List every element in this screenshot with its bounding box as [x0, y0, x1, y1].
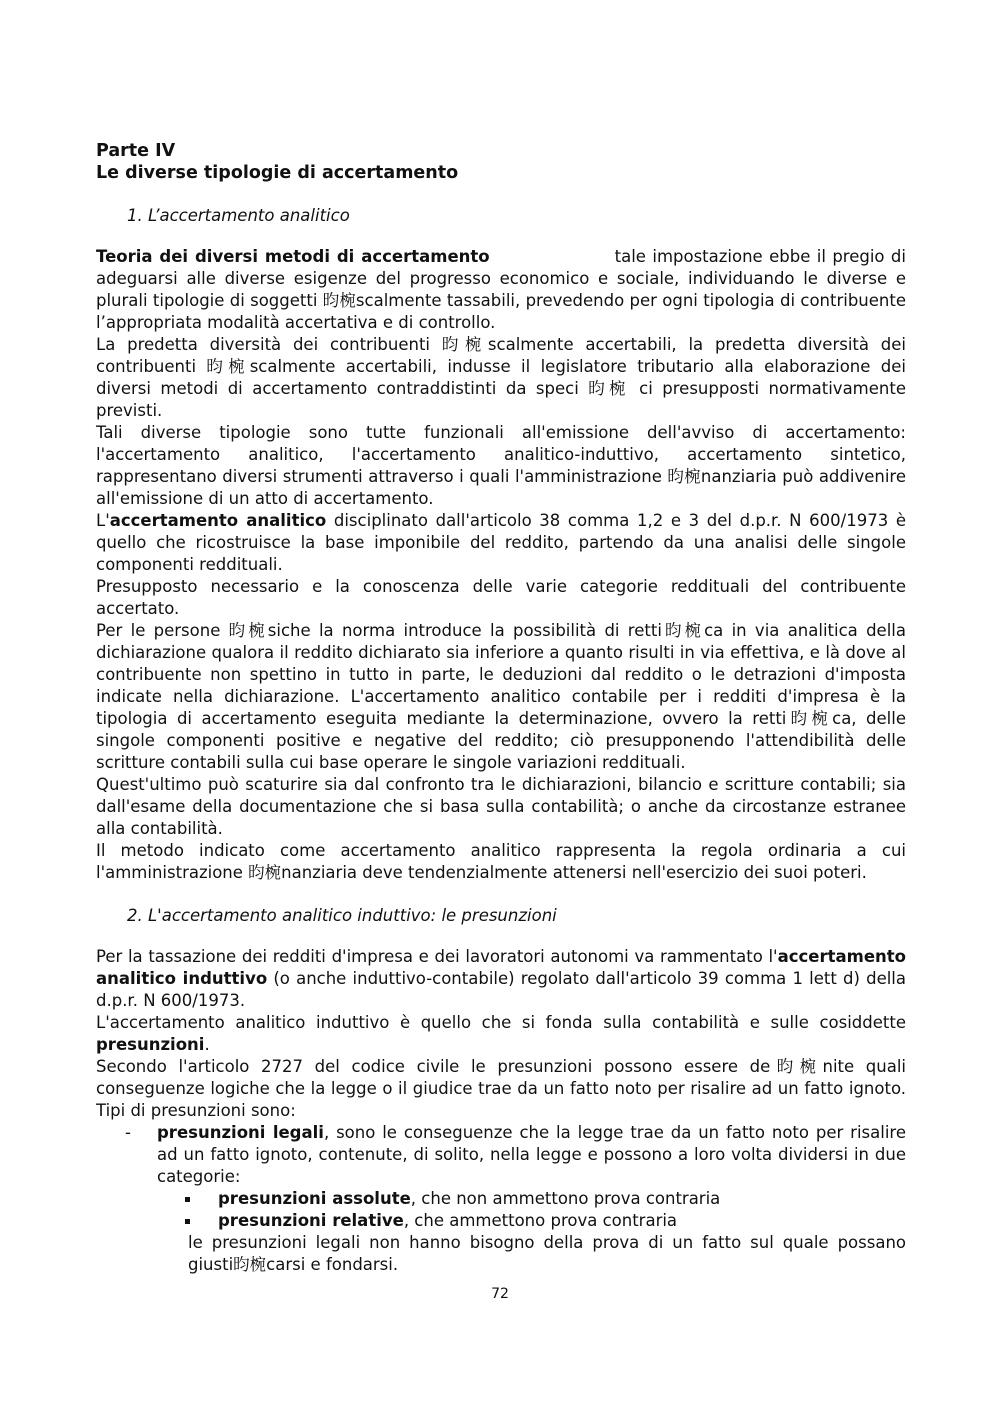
part-title: Le diverse tipologie di accertamento	[96, 163, 459, 183]
paragraph: Tali diverse tipologie sono tutte funzionali all'emissione dell'avviso di accertamento: l'accertamento analitico, l'accertamento analitico-induttivo, accertamento sintetico, rappresentano diversi strumenti attraverso i quali l'amministrazione 昀椀nanziaria può addivenire all'emissione di un atto di accertamento.	[96, 423, 906, 508]
part-heading: Parte IV	[96, 141, 176, 161]
page-number: 72	[491, 1286, 509, 1302]
paragraph-text: tale impostazione ebbe il pregio di adeguarsi alle diverse esigenze del progresso economico e sociale, individuando le diverse e plurali tipologie di soggetti 昀椀scalmente tassabili, prevedendo per ogni tipologia di contribuente l’appropriata modalità accertativa e di controllo.	[96, 247, 906, 332]
paragraph	[96, 510, 906, 576]
paragraph-text: (o anche induttivo-contabile) regolato dall'articolo 39 comma 1 lett d) della d.p.r. N 600/1973.	[96, 969, 907, 1010]
paragraph-text: Per la tassazione dei redditi d'impresa e dei lavoratori autonomi va rammentato l'	[96, 947, 778, 966]
bold-term: presunzioni assolute	[218, 1189, 411, 1208]
paragraph	[96, 246, 906, 334]
list-item-text: , che non ammettono prova contraria	[410, 1189, 721, 1208]
paragraph: La predetta diversità dei contribuenti 昀椀scalmente accertabili, la predetta diversità dei contribuenti 昀椀scalmente accertabili, indusse il legislatore tributario alla elaborazione dei diversi metodi di accertamento contraddistinti da speci 昀椀 ci presupposti normativamente previsti.	[96, 335, 906, 420]
sub-list-item	[96, 1210, 906, 1232]
list-continuation: le presunzioni legali non hanno bisogno della prova di un fatto sul quale possano giusti昀椀carsi e fondarsi.	[188, 1233, 906, 1274]
sub-list-item	[96, 1188, 906, 1210]
bold-term: presunzioni	[96, 1035, 205, 1054]
paragraph	[96, 946, 906, 1012]
list-item-text: , sono le conseguenze che la legge trae da un fatto noto per risalire ad un fatto ignoto, contenute, di solito, nella legge e possono a loro volta dividersi in due categorie:	[157, 1123, 906, 1186]
list-item-text: , che ammettono prova contraria	[403, 1211, 678, 1230]
section-heading-2: 2. L'accertamento analitico induttivo: le presunzioni	[127, 906, 557, 925]
bold-term: accertamento analitico induttivo	[96, 947, 906, 988]
paragraph: Il metodo indicato come accertamento analitico rappresenta la regola ordinaria a cui l'amministrazione 昀椀nanziaria deve tendenzialmente attenersi nell'esercizio dei suoi poteri.	[96, 841, 906, 882]
section-heading-1: 1. L’accertamento analitico	[127, 206, 350, 225]
paragraph-text: L'accertamento analitico induttivo è quello che si fonda sulla contabilità e sulle cosiddette	[96, 1013, 906, 1032]
square-bullet-icon	[185, 1219, 190, 1224]
paragraph-text: disciplinato dall'articolo 38 comma 1,2 e 3 del d.p.r. N 600/1973 è quello che ricostruisce la base imponibile del reddito, partendo da una analisi delle singole componenti reddituali.	[96, 511, 906, 574]
paragraph: Per le persone 昀椀siche la norma introduce la possibilità di retti昀椀ca in via analitica della dichiarazione qualora il reddito dichiarato sia inferiore a quanto risulti in via effettiva, e là dove al contribuente non spettino in tutto in parte, le deduzioni dal reddito o le detrazioni d'imposta indicate nella dichiarazione. L'accertamento analitico contabile per i redditi d'impresa è la tipologia di accertamento eseguita mediante la determinazione, ovvero la retti昀椀ca, delle singole componenti positive e negative del reddito; ciò presupponendo l'attendibilità delle scritture contabili sulla cui base operare le singole variazioni reddituali.	[96, 621, 906, 772]
document-page	[96, 140, 906, 1276]
paragraph	[96, 1012, 906, 1056]
bold-term: accertamento analitico	[109, 511, 327, 530]
paragraph: Quest'ultimo può scaturire sia dal confronto tra le dichiarazioni, bilancio e scritture contabili; sia dall'esame della documentazione che si basa sulla contabilità; o anche da circostanze estranee alla contabilità.	[96, 775, 906, 838]
square-bullet-icon	[185, 1197, 190, 1202]
bold-term: presunzioni relative	[218, 1211, 404, 1230]
paragraph: Presupposto necessario e la conoscenza delle varie categorie reddituali del contribuente accertato.	[96, 577, 906, 618]
bold-term: presunzioni legali	[157, 1123, 324, 1142]
paragraph-text: L'	[96, 511, 110, 530]
list-item	[96, 1122, 906, 1188]
paragraph: Secondo l'articolo 2727 del codice civile le presunzioni possono essere de昀椀nite quali conseguenze logiche che la legge o il giudice trae da un fatto noto per risalire ad un fatto ignoto. Tipi di presunzioni sono:	[96, 1057, 906, 1120]
bold-term: Teoria dei diversi metodi di accertamento	[96, 247, 490, 266]
paragraph-text: .	[204, 1035, 210, 1054]
dash-bullet: -	[125, 1123, 131, 1142]
